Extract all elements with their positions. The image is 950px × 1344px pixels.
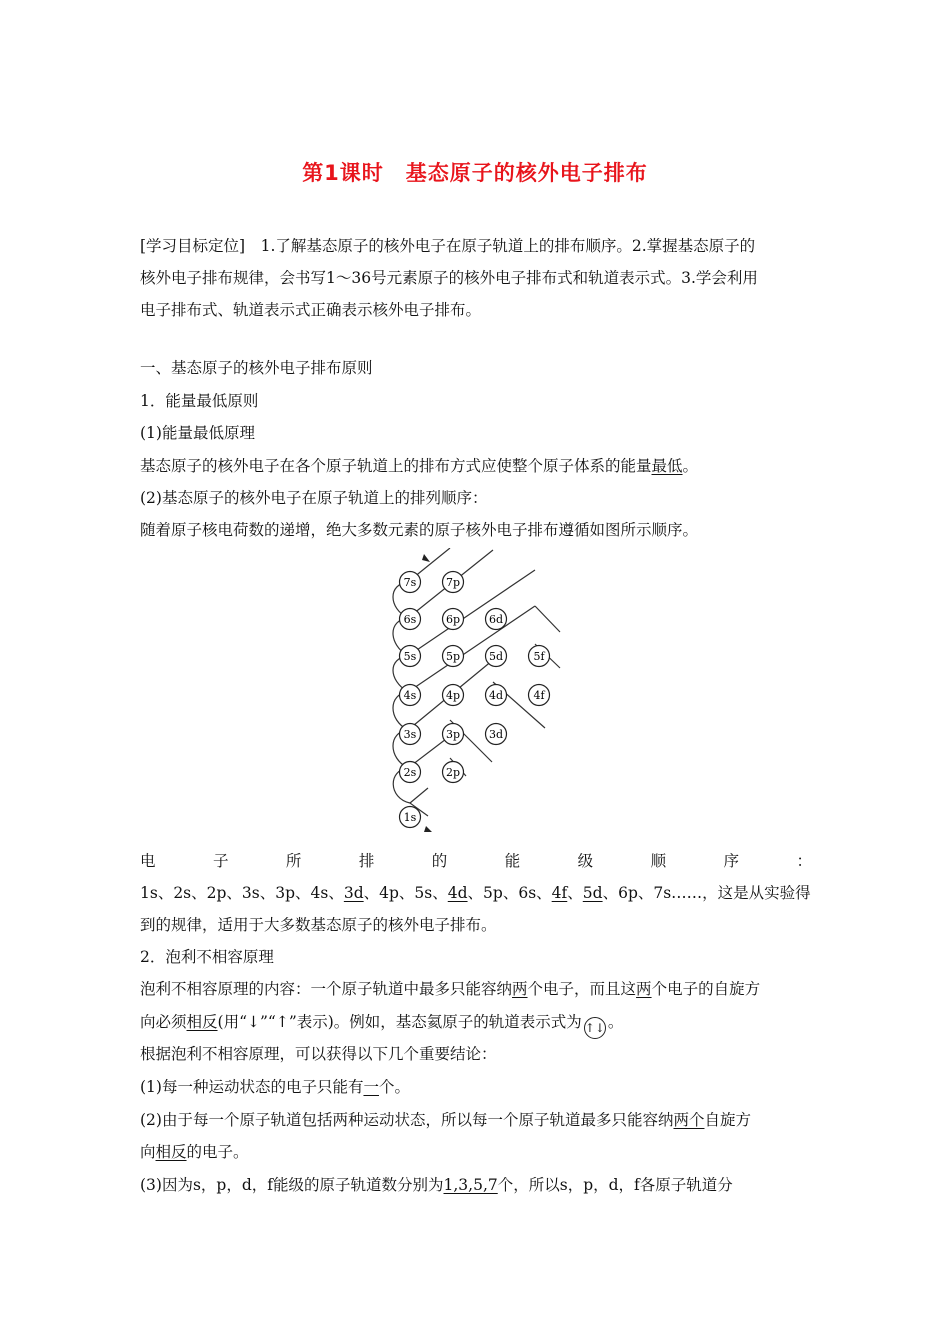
orbital-label-4d: 4d	[488, 689, 504, 702]
answer-blank: 一	[363, 1078, 379, 1096]
orbital-label-1s: 1s	[403, 811, 417, 824]
orbital-label-3d: 3d	[488, 728, 504, 741]
learning-goals-line-3: 电子排布式、轨道表示式正确表示核外电子排布。	[140, 301, 482, 319]
conclusion-1: (1)每一种运动状态的电子只能有一个。	[140, 1078, 410, 1096]
answer-blank: 4f	[551, 884, 568, 902]
answer-blank: 4d	[447, 884, 468, 902]
sequence-text: 、4p、5s、	[363, 884, 448, 902]
orbital-label-7p: 7p	[445, 576, 461, 589]
answer-blank: 相反	[155, 1143, 187, 1161]
learning-goals-line-2: 核外电子排布规律，会书写1～36号元素原子的核外电子排布式和轨道表示式。3.学会利用	[140, 269, 758, 287]
conclusion-3: (3)因为s，p，d，f能级的原子轨道数分别为1,3,5,7个，所以s，p，d，f各原子轨道分	[140, 1176, 733, 1194]
answer-blank: 两个	[673, 1111, 705, 1129]
orbital-label-2p: 2p	[445, 766, 461, 779]
sequence-text: 、5p、6s、	[467, 884, 552, 902]
spaced-char: 所	[285, 852, 302, 870]
spaced-char: 级	[577, 852, 594, 870]
orbital-order-diagram	[370, 548, 580, 838]
paragraph-conclusions: 根据泡利不相容原理，可以获得以下几个重要结论：	[140, 1045, 497, 1063]
orbital-label-5d: 5d	[488, 650, 504, 663]
orbital-label-3p: 3p	[445, 728, 461, 741]
order-sequence-line	[140, 883, 811, 903]
orbital-label-5p: 5p	[445, 650, 461, 663]
subheading-energy: 1．能量最低原则	[140, 392, 259, 410]
spaced-char: 排	[358, 852, 375, 870]
orbital-label-6s: 6s	[403, 613, 417, 626]
spaced-char: 顺	[650, 852, 667, 870]
learning-goals-line-1: [学习目标定位] 1.了解基态原子的核外电子在原子轨道上的排布顺序。2.掌握基态原子的	[140, 237, 756, 255]
answer-blank: 两	[512, 980, 528, 998]
subheading-pauli: 2．泡利不相容原理	[140, 948, 274, 966]
spaced-char: 的	[431, 852, 448, 870]
page-title: 第1课时 基态原子的核外电子排布	[302, 161, 648, 185]
orbital-label-5f: 5f	[533, 650, 545, 663]
answer-blank: 最低	[651, 457, 683, 475]
orbital-label-4f: 4f	[533, 689, 545, 702]
spaced-char: 序	[723, 852, 740, 870]
spaced-char: 能	[504, 852, 521, 870]
answer-blank: 两	[636, 980, 652, 998]
sequence-text: 、	[567, 884, 583, 902]
paragraph-energy: 基态原子的核外电子在各个原子轨道上的排布方式应使整个原子体系的能量最低。	[140, 457, 699, 475]
spaced-char: ：	[796, 852, 812, 870]
answer-blank: 3d	[343, 884, 364, 902]
paragraph-pauli-2: 向必须相反(用“↓”“↑”表示)。例如，基态氦原子的轨道表示式为 ↑↓ 。	[140, 1012, 623, 1039]
answer-blank: 相反	[186, 1013, 218, 1031]
spaced-char: 子	[212, 852, 229, 870]
orbital-label-4p: 4p	[445, 689, 461, 702]
conclusion-2-cont: 向相反的电子。	[140, 1143, 249, 1161]
subheading-order: (2)基态原子的核外电子在原子轨道上的排列顺序：	[140, 489, 488, 507]
order-sequence-tail: 到的规律，适用于大多数基态原子的核外电子排布。	[140, 916, 497, 934]
conclusion-2: (2)由于每一个原子轨道包括两种运动状态，所以每一个原子轨道最多只能容纳两个自旋方	[140, 1111, 751, 1129]
order-spaced-line	[140, 851, 812, 871]
electron-pair-orbital-icon: ↑↓	[584, 1017, 606, 1039]
orbital-label-6d: 6d	[488, 613, 504, 626]
sequence-text: 、6p、7s……，这是从实验得	[602, 884, 811, 902]
answer-blank: 5d	[582, 884, 603, 902]
orbital-label-5s: 5s	[403, 650, 417, 663]
paragraph-pauli-1: 泡利不相容原理的内容：一个原子轨道中最多只能容纳两个电子，而且这两个电子的自旋方	[140, 980, 761, 998]
orbital-label-7s: 7s	[403, 576, 417, 589]
orbital-label-4s: 4s	[403, 689, 417, 702]
orbital-label-2s: 2s	[403, 766, 417, 779]
section-heading: 一、基态原子的核外电子排布原则	[140, 359, 373, 377]
orbital-label-3s: 3s	[403, 728, 417, 741]
orbital-label-6p: 6p	[445, 613, 461, 626]
paragraph-order: 随着原子核电荷数的递增，绝大多数元素的原子核外电子排布遵循如图所示顺序。	[140, 521, 699, 539]
spaced-char: 电	[140, 852, 156, 870]
answer-blank: 1,3,5,7	[443, 1176, 498, 1194]
sequence-text: 1s、2s、2p、3s、3p、4s、	[140, 884, 344, 902]
subheading-energy-principle: (1)能量最低原理	[140, 424, 255, 442]
